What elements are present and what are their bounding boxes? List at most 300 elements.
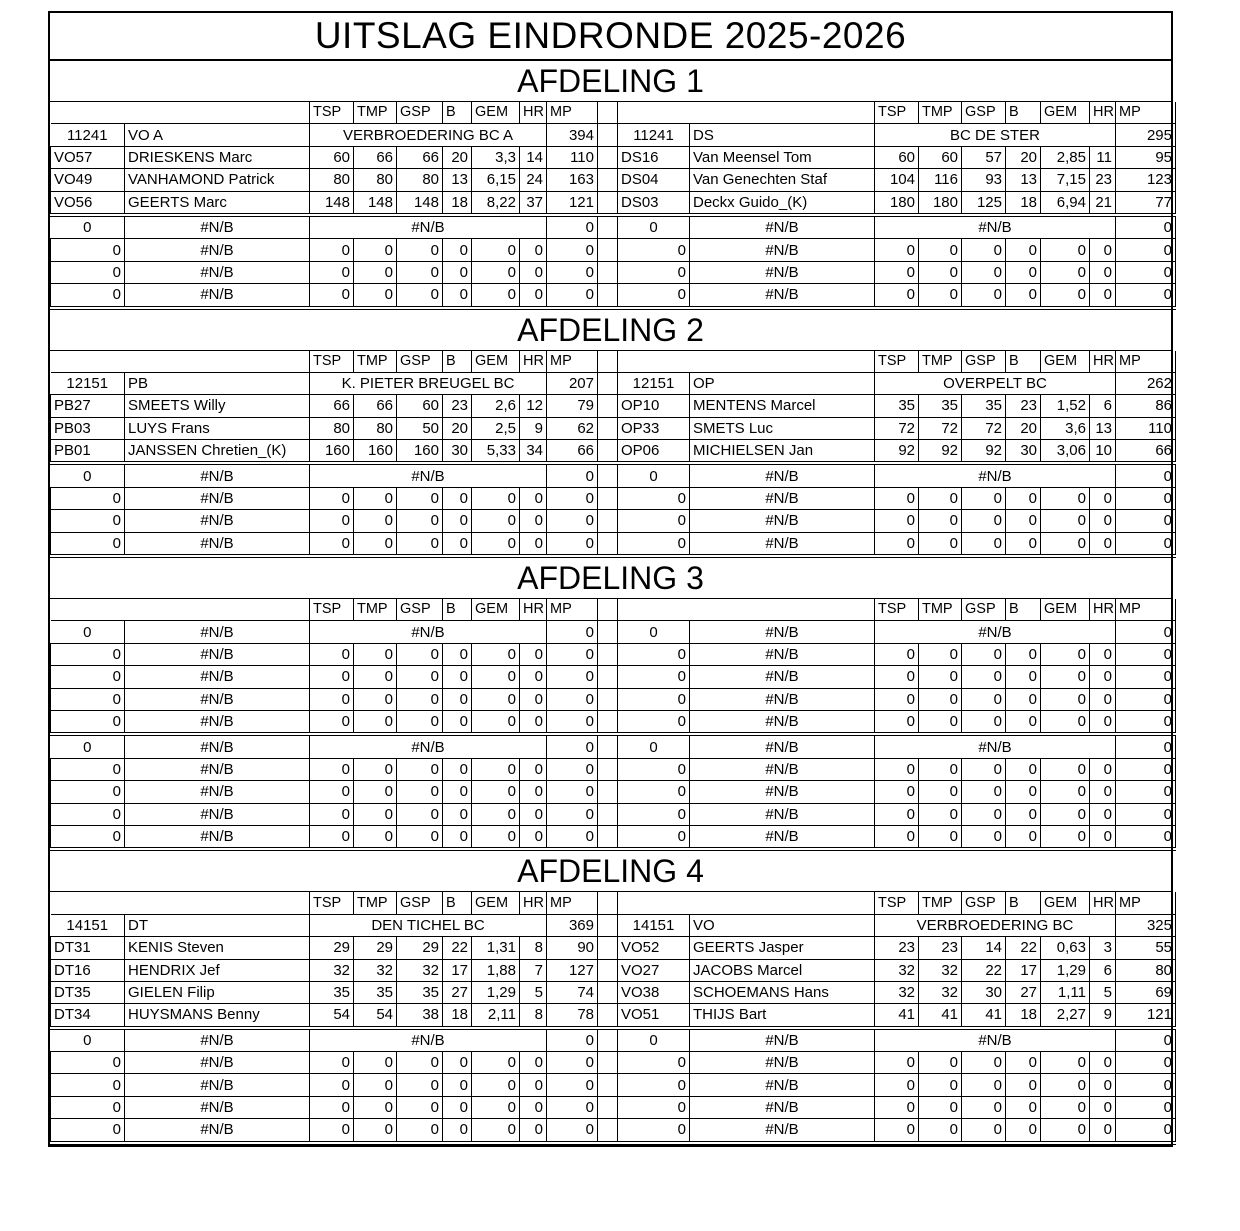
team-code: #N/B xyxy=(690,1028,875,1052)
stat-tsp: 0 xyxy=(875,261,919,283)
stat-tsp: 0 xyxy=(875,1096,919,1118)
player-row xyxy=(51,710,1176,734)
player-row xyxy=(51,688,1176,710)
stat-b: 0 xyxy=(1006,487,1041,509)
stat-tmp: 0 xyxy=(919,510,962,532)
column-header: HR xyxy=(520,102,547,124)
player-name: SMEETS Willy xyxy=(125,395,310,417)
team-match-points: 0 xyxy=(1116,621,1176,643)
stat-tmp: 0 xyxy=(919,284,962,308)
team-number: 0 xyxy=(51,1028,125,1052)
header-blank xyxy=(618,102,690,124)
player-id: 0 xyxy=(51,261,125,283)
results-table xyxy=(50,892,1176,1144)
stat-gsp: 0 xyxy=(397,825,443,849)
stat-b: 0 xyxy=(1006,758,1041,780)
stat-mp: 0 xyxy=(1116,803,1176,825)
player-name: #N/B xyxy=(125,1052,310,1074)
stat-mp: 80 xyxy=(1116,959,1176,981)
stat-mp: 66 xyxy=(1116,440,1176,464)
stat-hr: 0 xyxy=(1090,532,1116,556)
stat-mp: 0 xyxy=(1116,1119,1176,1143)
stat-tmp: 0 xyxy=(354,803,397,825)
stat-tsp: 0 xyxy=(310,284,354,308)
stat-gem: 2,5 xyxy=(472,417,520,439)
stat-gem: 0 xyxy=(1041,284,1090,308)
column-header: GEM xyxy=(1041,351,1090,373)
stat-gsp: 35 xyxy=(397,981,443,1003)
player-row xyxy=(51,959,1176,981)
stat-tsp: 0 xyxy=(875,532,919,556)
team-match-points: 0 xyxy=(1116,734,1176,758)
player-name: #N/B xyxy=(690,781,875,803)
stat-mp: 0 xyxy=(547,643,598,665)
player-name: #N/B xyxy=(690,758,875,780)
stat-b: 23 xyxy=(443,395,472,417)
stat-hr: 0 xyxy=(520,1074,547,1096)
stat-gem: 0 xyxy=(1041,666,1090,688)
column-separator xyxy=(598,1028,618,1052)
player-name: #N/B xyxy=(125,487,310,509)
column-header: TSP xyxy=(875,102,919,124)
stat-tsp: 0 xyxy=(310,1096,354,1118)
player-id: 0 xyxy=(51,781,125,803)
stat-tmp: 0 xyxy=(354,688,397,710)
player-name: KENIS Steven xyxy=(125,937,310,959)
stat-b: 0 xyxy=(443,510,472,532)
stat-mp: 121 xyxy=(1116,1004,1176,1028)
stat-hr: 23 xyxy=(1090,169,1116,191)
stat-mp: 0 xyxy=(547,510,598,532)
column-header: B xyxy=(443,102,472,124)
player-id: VO57 xyxy=(51,146,125,168)
team-code: #N/B xyxy=(125,215,310,239)
player-name: SMETS Luc xyxy=(690,417,875,439)
stat-tmp: 0 xyxy=(919,781,962,803)
stat-hr: 0 xyxy=(520,239,547,261)
stat-b: 18 xyxy=(443,191,472,215)
stat-mp: 0 xyxy=(547,758,598,780)
player-name: #N/B xyxy=(690,239,875,261)
stat-gem: 0 xyxy=(472,261,520,283)
stat-tmp: 0 xyxy=(919,825,962,849)
column-header: TSP xyxy=(310,892,354,914)
team-match-points: 325 xyxy=(1116,914,1176,936)
team-code: #N/B xyxy=(690,621,875,643)
stat-tsp: 0 xyxy=(310,688,354,710)
stat-mp: 77 xyxy=(1116,191,1176,215)
column-header: MP xyxy=(547,892,598,914)
stat-hr: 0 xyxy=(1090,803,1116,825)
stat-gsp: 0 xyxy=(962,688,1006,710)
club-name: VERBROEDERING BC xyxy=(875,914,1116,936)
team-number: 14151 xyxy=(51,914,125,936)
column-separator xyxy=(598,215,618,239)
stat-gem: 0 xyxy=(1041,239,1090,261)
player-id: 0 xyxy=(618,1052,690,1074)
stat-tmp: 72 xyxy=(919,417,962,439)
header-blank xyxy=(618,892,690,914)
player-name: JACOBS Marcel xyxy=(690,959,875,981)
player-name: #N/B xyxy=(125,643,310,665)
team-code: #N/B xyxy=(125,1028,310,1052)
column-header: TSP xyxy=(875,892,919,914)
stat-mp: 0 xyxy=(1116,532,1176,556)
player-name: #N/B xyxy=(125,825,310,849)
player-name: #N/B xyxy=(125,688,310,710)
stat-gem: 0 xyxy=(472,1074,520,1096)
stat-tsp: 0 xyxy=(310,1074,354,1096)
stat-mp: 0 xyxy=(1116,758,1176,780)
player-row xyxy=(51,261,1176,283)
stat-mp: 123 xyxy=(1116,169,1176,191)
column-separator xyxy=(598,621,618,643)
team-match-points: 0 xyxy=(547,463,598,487)
club-name: #N/B xyxy=(310,1028,547,1052)
player-row xyxy=(51,169,1176,191)
team-code: #N/B xyxy=(690,215,875,239)
team-row xyxy=(51,124,1176,146)
player-name: #N/B xyxy=(125,710,310,734)
stat-hr: 0 xyxy=(1090,487,1116,509)
stat-gsp: 0 xyxy=(397,643,443,665)
stat-hr: 13 xyxy=(1090,417,1116,439)
column-separator xyxy=(598,284,618,308)
column-header-row xyxy=(51,351,1176,373)
stat-mp: 0 xyxy=(1116,261,1176,283)
stat-gsp: 50 xyxy=(397,417,443,439)
column-header: HR xyxy=(520,892,547,914)
stat-b: 0 xyxy=(1006,284,1041,308)
team-number: 0 xyxy=(618,215,690,239)
stat-gsp: 0 xyxy=(962,1096,1006,1118)
column-separator xyxy=(598,191,618,215)
stat-hr: 0 xyxy=(520,781,547,803)
stat-b: 0 xyxy=(443,1096,472,1118)
stat-b: 0 xyxy=(1006,239,1041,261)
player-name: #N/B xyxy=(125,1119,310,1143)
column-separator xyxy=(598,1004,618,1028)
player-id: DT34 xyxy=(51,1004,125,1028)
stat-hr: 6 xyxy=(1090,959,1116,981)
stat-hr: 0 xyxy=(520,1119,547,1143)
stat-tsp: 80 xyxy=(310,417,354,439)
stat-tmp: 54 xyxy=(354,1004,397,1028)
stat-gsp: 0 xyxy=(962,1052,1006,1074)
club-name: #N/B xyxy=(310,621,547,643)
column-header: B xyxy=(443,892,472,914)
stat-gsp: 80 xyxy=(397,169,443,191)
stat-tmp: 0 xyxy=(919,803,962,825)
stat-tmp: 35 xyxy=(354,981,397,1003)
stat-gem: 7,15 xyxy=(1041,169,1090,191)
stat-tmp: 32 xyxy=(919,959,962,981)
stat-tsp: 0 xyxy=(310,1119,354,1143)
stat-hr: 0 xyxy=(1090,1052,1116,1074)
column-separator xyxy=(598,169,618,191)
stat-tmp: 0 xyxy=(919,758,962,780)
player-id: VO49 xyxy=(51,169,125,191)
team-match-points: 0 xyxy=(547,621,598,643)
results-sheet xyxy=(48,11,1173,1147)
column-separator xyxy=(598,417,618,439)
player-id: VO56 xyxy=(51,191,125,215)
stat-hr: 8 xyxy=(520,937,547,959)
stat-gem: 0 xyxy=(472,643,520,665)
team-number: 0 xyxy=(618,463,690,487)
stat-gsp: 0 xyxy=(397,261,443,283)
header-blank xyxy=(618,351,690,373)
player-row xyxy=(51,781,1176,803)
stat-mp: 163 xyxy=(547,169,598,191)
player-id: 0 xyxy=(51,239,125,261)
stat-gem: 0 xyxy=(472,1052,520,1074)
stat-hr: 0 xyxy=(520,803,547,825)
stat-gsp: 0 xyxy=(962,487,1006,509)
stat-gem: 0 xyxy=(472,803,520,825)
player-id: 0 xyxy=(51,643,125,665)
header-blank xyxy=(690,599,875,621)
club-name: #N/B xyxy=(875,463,1116,487)
column-separator xyxy=(598,487,618,509)
stat-tsp: 0 xyxy=(875,284,919,308)
stat-tmp: 0 xyxy=(354,284,397,308)
stat-gem: 3,3 xyxy=(472,146,520,168)
section-heading: AFDELING 3 xyxy=(50,558,1171,599)
stat-gsp: 92 xyxy=(962,440,1006,464)
stat-b: 0 xyxy=(443,803,472,825)
stat-tmp: 0 xyxy=(919,1096,962,1118)
stat-gsp: 41 xyxy=(962,1004,1006,1028)
stat-tmp: 0 xyxy=(354,532,397,556)
section-heading: AFDELING 1 xyxy=(50,61,1171,102)
player-id: 0 xyxy=(51,487,125,509)
stat-mp: 0 xyxy=(547,710,598,734)
stat-gsp: 0 xyxy=(397,239,443,261)
team-number: 0 xyxy=(51,621,125,643)
stat-tsp: 92 xyxy=(875,440,919,464)
stat-hr: 9 xyxy=(1090,1004,1116,1028)
player-name: #N/B xyxy=(690,710,875,734)
stat-gsp: 160 xyxy=(397,440,443,464)
stat-gem: 0 xyxy=(472,239,520,261)
column-header-row xyxy=(51,599,1176,621)
club-name: #N/B xyxy=(875,621,1116,643)
column-separator xyxy=(598,124,618,146)
stat-tsp: 0 xyxy=(310,666,354,688)
column-header: MP xyxy=(547,351,598,373)
stat-mp: 78 xyxy=(547,1004,598,1028)
stat-gsp: 32 xyxy=(397,959,443,981)
stat-gem: 8,22 xyxy=(472,191,520,215)
stat-hr: 0 xyxy=(1090,261,1116,283)
team-number: 0 xyxy=(618,1028,690,1052)
stat-hr: 10 xyxy=(1090,440,1116,464)
player-name: #N/B xyxy=(690,1096,875,1118)
club-name: #N/B xyxy=(310,463,547,487)
stat-gem: 3,06 xyxy=(1041,440,1090,464)
player-id: 0 xyxy=(618,710,690,734)
player-row xyxy=(51,758,1176,780)
stat-mp: 0 xyxy=(1116,1074,1176,1096)
team-match-points: 394 xyxy=(547,124,598,146)
player-id: 0 xyxy=(618,1074,690,1096)
stat-mp: 0 xyxy=(547,261,598,283)
column-header: TMP xyxy=(919,599,962,621)
stat-mp: 0 xyxy=(547,803,598,825)
stat-gsp: 0 xyxy=(962,825,1006,849)
player-id: 0 xyxy=(51,688,125,710)
stat-gsp: 14 xyxy=(962,937,1006,959)
stat-mp: 0 xyxy=(1116,239,1176,261)
stat-gem: 0 xyxy=(472,688,520,710)
stat-b: 0 xyxy=(443,643,472,665)
player-row xyxy=(51,510,1176,532)
stat-hr: 0 xyxy=(520,1052,547,1074)
stat-tmp: 0 xyxy=(354,261,397,283)
team-match-points: 262 xyxy=(1116,372,1176,394)
player-id: VO51 xyxy=(618,1004,690,1028)
team-match-points: 0 xyxy=(547,734,598,758)
header-blank xyxy=(125,892,310,914)
header-blank xyxy=(690,892,875,914)
stat-tmp: 0 xyxy=(354,781,397,803)
stat-hr: 37 xyxy=(520,191,547,215)
player-id: 0 xyxy=(51,1074,125,1096)
stat-tmp: 116 xyxy=(919,169,962,191)
stat-gsp: 0 xyxy=(397,487,443,509)
stat-mp: 0 xyxy=(547,487,598,509)
stat-hr: 0 xyxy=(520,261,547,283)
column-header: GSP xyxy=(397,892,443,914)
player-id: 0 xyxy=(618,487,690,509)
stat-hr: 0 xyxy=(1090,1096,1116,1118)
player-row xyxy=(51,284,1176,308)
stat-gsp: 0 xyxy=(962,1074,1006,1096)
stat-tsp: 0 xyxy=(875,1074,919,1096)
stat-tmp: 0 xyxy=(354,1119,397,1143)
stat-b: 0 xyxy=(1006,261,1041,283)
player-name: #N/B xyxy=(690,1119,875,1143)
column-separator xyxy=(598,803,618,825)
player-name: #N/B xyxy=(690,643,875,665)
stat-gem: 0 xyxy=(1041,710,1090,734)
stat-gem: 1,52 xyxy=(1041,395,1090,417)
stat-hr: 34 xyxy=(520,440,547,464)
stat-gsp: 0 xyxy=(397,758,443,780)
club-name: #N/B xyxy=(875,1028,1116,1052)
stat-gem: 0 xyxy=(1041,487,1090,509)
player-id: DT31 xyxy=(51,937,125,959)
stat-tsp: 0 xyxy=(875,666,919,688)
stat-gsp: 0 xyxy=(962,1119,1006,1143)
stat-tmp: 0 xyxy=(919,1074,962,1096)
team-code: #N/B xyxy=(690,734,875,758)
stat-mp: 66 xyxy=(547,440,598,464)
stat-tsp: 0 xyxy=(875,487,919,509)
stat-tsp: 0 xyxy=(310,1052,354,1074)
stat-b: 0 xyxy=(1006,666,1041,688)
stat-b: 0 xyxy=(443,710,472,734)
stat-tmp: 0 xyxy=(354,1052,397,1074)
column-separator xyxy=(598,781,618,803)
stat-hr: 24 xyxy=(520,169,547,191)
player-name: #N/B xyxy=(125,510,310,532)
stat-tmp: 0 xyxy=(919,710,962,734)
stat-gem: 0,63 xyxy=(1041,937,1090,959)
stat-gsp: 0 xyxy=(962,643,1006,665)
stat-gsp: 0 xyxy=(397,781,443,803)
stat-mp: 0 xyxy=(1116,487,1176,509)
stat-hr: 0 xyxy=(1090,1119,1116,1143)
stat-hr: 0 xyxy=(1090,710,1116,734)
stat-gem: 6,94 xyxy=(1041,191,1090,215)
stat-mp: 0 xyxy=(547,666,598,688)
column-separator xyxy=(598,463,618,487)
stat-mp: 0 xyxy=(1116,781,1176,803)
stat-b: 13 xyxy=(1006,169,1041,191)
player-name: MENTENS Marcel xyxy=(690,395,875,417)
stat-hr: 0 xyxy=(520,532,547,556)
stat-tmp: 35 xyxy=(919,395,962,417)
stat-gem: 0 xyxy=(1041,1052,1090,1074)
stat-b: 0 xyxy=(443,261,472,283)
stat-b: 18 xyxy=(1006,1004,1041,1028)
team-code: DT xyxy=(125,914,310,936)
stat-gem: 2,27 xyxy=(1041,1004,1090,1028)
stat-gem: 0 xyxy=(472,487,520,509)
player-name: Van Genechten Staf xyxy=(690,169,875,191)
stat-mp: 121 xyxy=(547,191,598,215)
stat-gsp: 0 xyxy=(962,284,1006,308)
team-row xyxy=(51,1028,1176,1052)
stat-tmp: 0 xyxy=(354,1074,397,1096)
player-name: #N/B xyxy=(690,487,875,509)
column-header: TMP xyxy=(354,599,397,621)
stat-tsp: 0 xyxy=(310,710,354,734)
stat-gsp: 0 xyxy=(397,1074,443,1096)
stat-mp: 69 xyxy=(1116,981,1176,1003)
stat-b: 0 xyxy=(443,487,472,509)
player-row xyxy=(51,1119,1176,1143)
player-name: HENDRIX Jef xyxy=(125,959,310,981)
column-header: GEM xyxy=(472,892,520,914)
stat-hr: 0 xyxy=(1090,688,1116,710)
stat-gsp: 0 xyxy=(397,1096,443,1118)
player-row xyxy=(51,239,1176,261)
player-name: HUYSMANS Benny xyxy=(125,1004,310,1028)
player-id: 0 xyxy=(618,781,690,803)
stat-mp: 0 xyxy=(1116,710,1176,734)
stat-tmp: 0 xyxy=(919,643,962,665)
stat-gsp: 0 xyxy=(397,688,443,710)
player-id: PB27 xyxy=(51,395,125,417)
player-name: #N/B xyxy=(125,1074,310,1096)
player-name: #N/B xyxy=(690,666,875,688)
stat-hr: 0 xyxy=(520,710,547,734)
club-name: K. PIETER BREUGEL BC xyxy=(310,372,547,394)
column-header: MP xyxy=(547,102,598,124)
team-row xyxy=(51,734,1176,758)
stat-tsp: 160 xyxy=(310,440,354,464)
player-id: VO27 xyxy=(618,959,690,981)
stat-b: 20 xyxy=(443,146,472,168)
stat-tmp: 29 xyxy=(354,937,397,959)
stat-gem: 0 xyxy=(472,666,520,688)
column-header: GSP xyxy=(962,351,1006,373)
team-code: #N/B xyxy=(690,463,875,487)
team-number: 14151 xyxy=(618,914,690,936)
